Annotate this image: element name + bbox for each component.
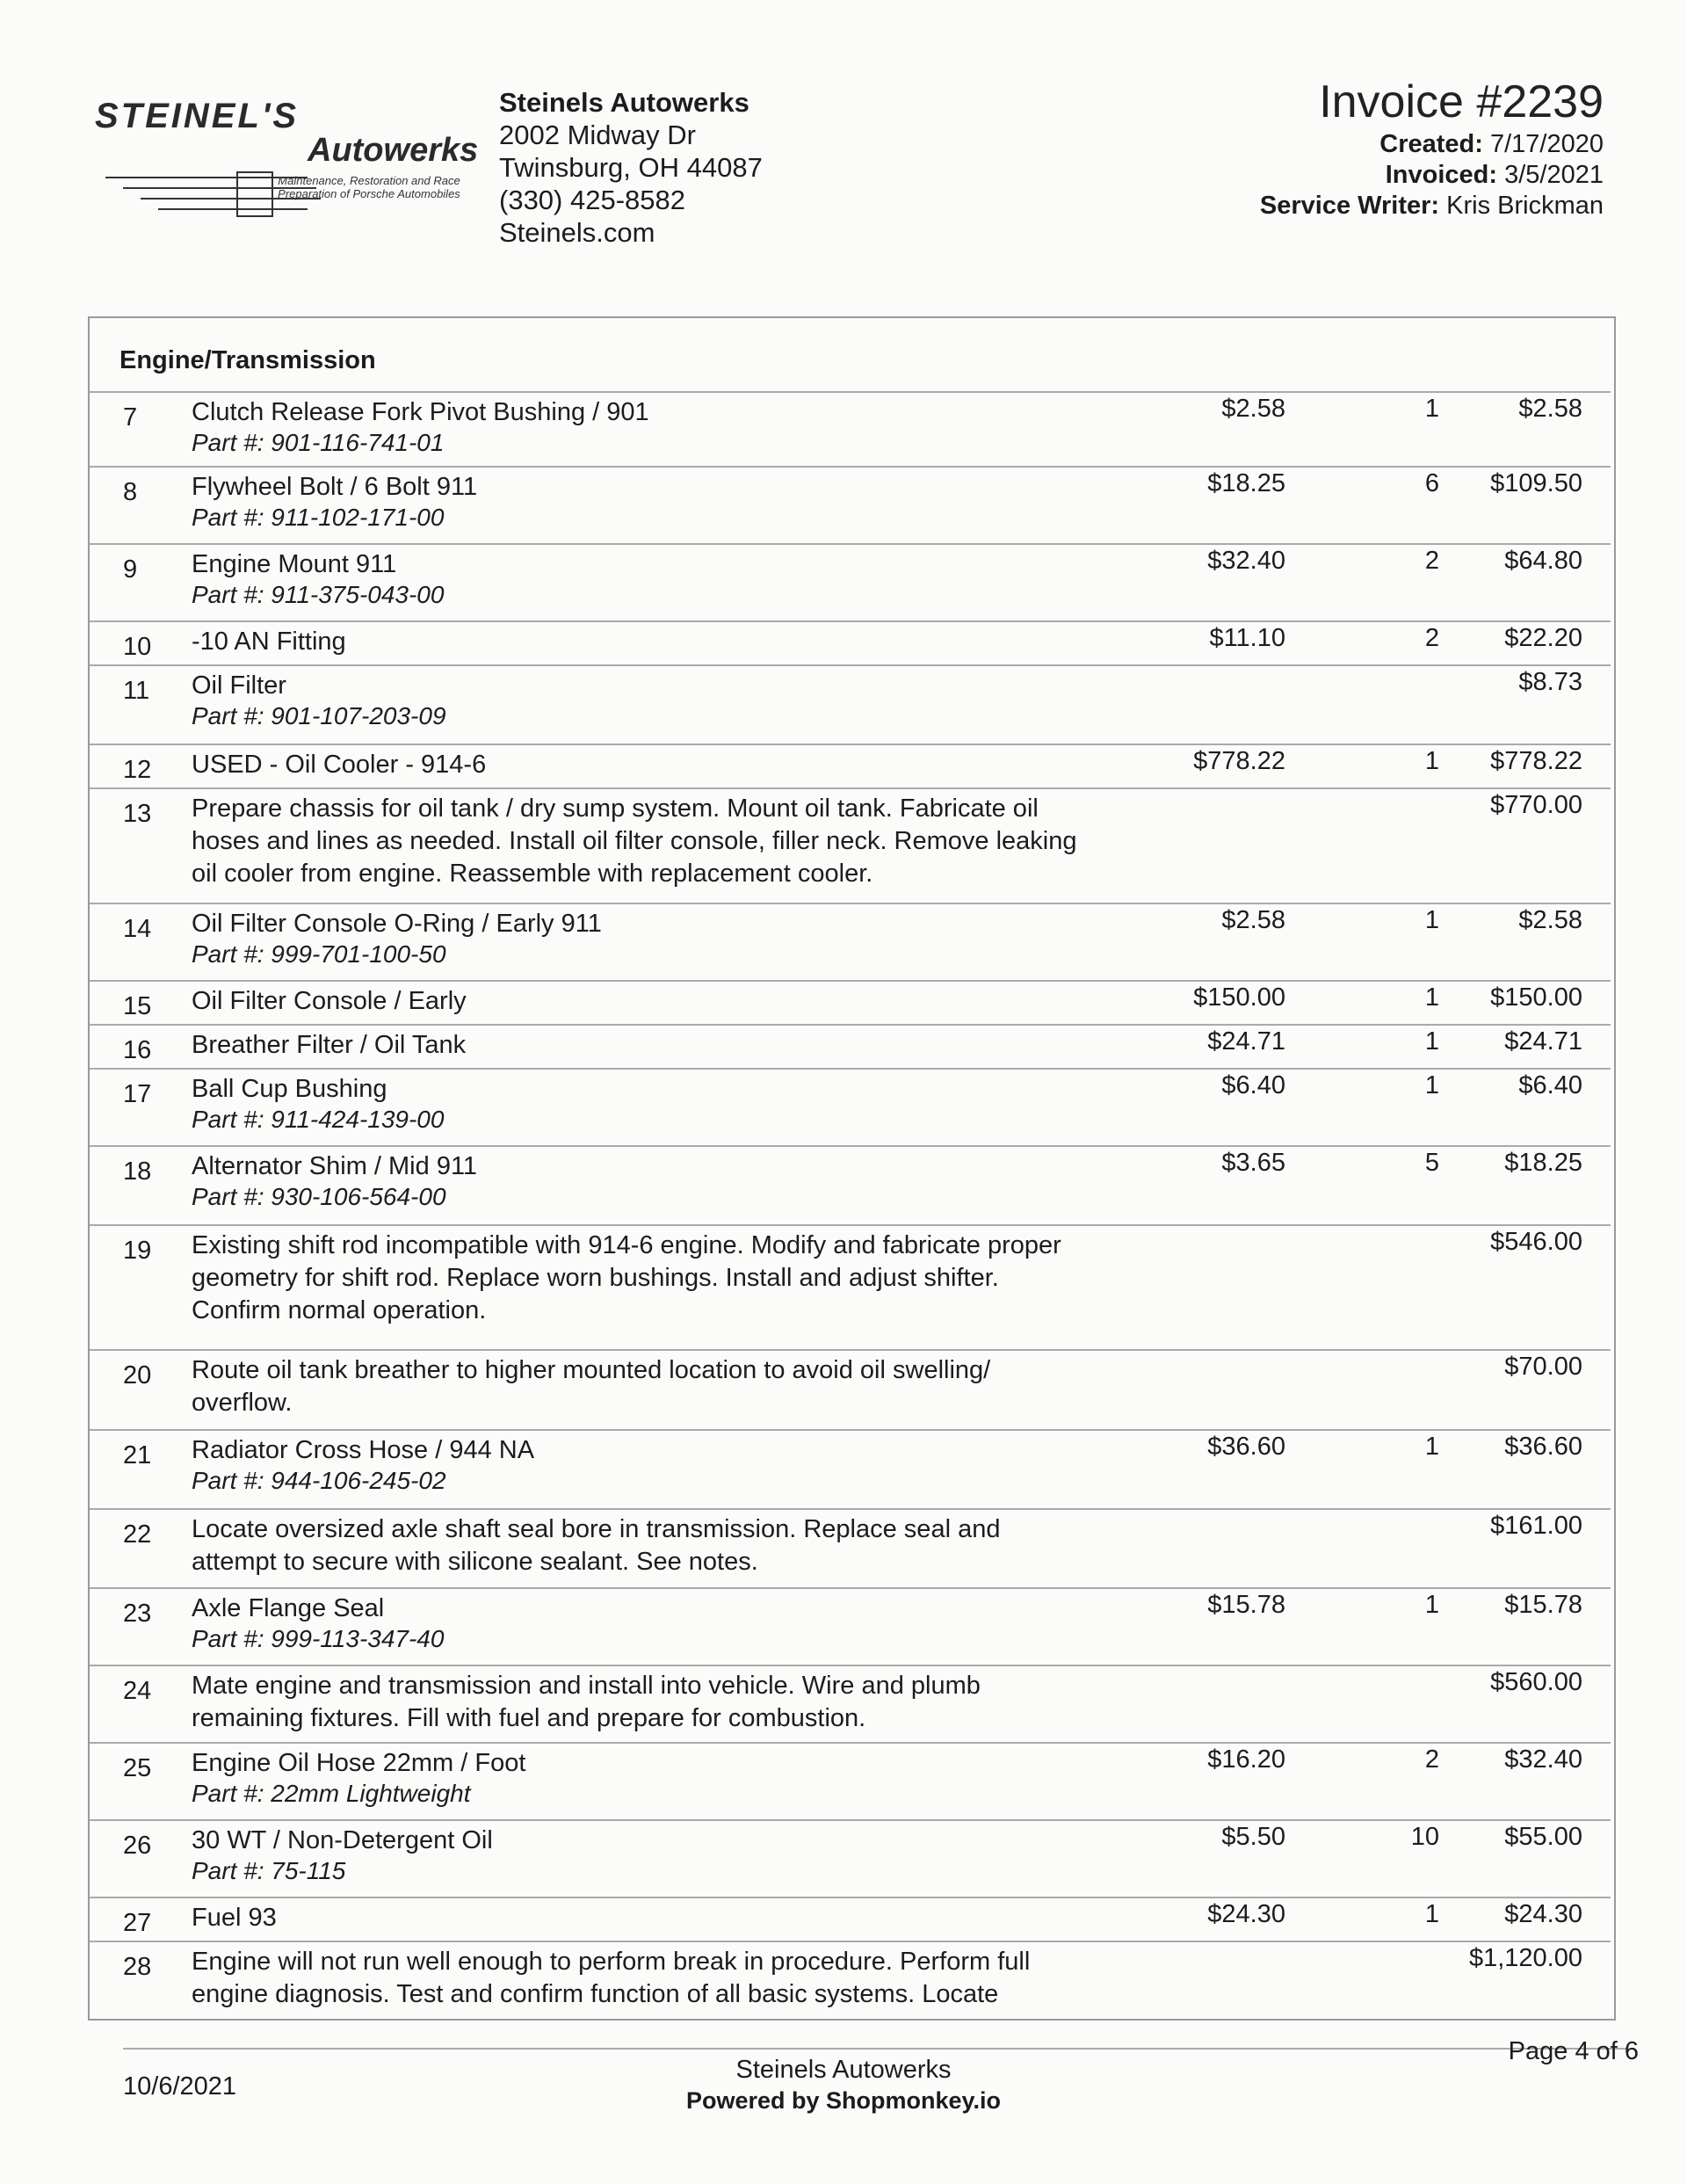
item-number: 23 — [123, 1600, 152, 1628]
table-row — [90, 1024, 1611, 1070]
item-quantity: 2 — [1424, 624, 1439, 652]
table-row — [90, 1897, 1611, 1942]
item-total: $64.80 — [1504, 547, 1582, 575]
item-part-number: Part #: 911-424-139-00 — [192, 1106, 445, 1133]
item-number: 7 — [123, 403, 138, 432]
item-quantity: 2 — [1424, 1745, 1439, 1774]
item-part-number: Part #: 999-113-347-40 — [192, 1625, 445, 1652]
item-unit-price: $16.20 — [1207, 1745, 1285, 1774]
item-quantity: 10 — [1410, 1823, 1439, 1851]
item-quantity: 1 — [1424, 1071, 1439, 1099]
shop-name: Steinels Autowerks — [499, 87, 749, 118]
table-row — [90, 1224, 1611, 1351]
item-number: 21 — [123, 1441, 152, 1469]
page-number: Page 4 of 6 — [1508, 2037, 1639, 2065]
item-number: 16 — [123, 1036, 152, 1064]
table-row — [90, 744, 1611, 789]
item-unit-price: $2.58 — [1221, 395, 1285, 423]
item-part-number: Part #: 901-116-741-01 — [192, 429, 445, 456]
item-quantity: 1 — [1424, 747, 1439, 775]
item-unit-price: $24.71 — [1207, 1027, 1285, 1056]
item-description — [192, 471, 1184, 504]
item-number: 11 — [123, 677, 150, 705]
item-number: 22 — [123, 1520, 152, 1549]
table-row — [90, 543, 1611, 622]
table-row — [90, 1941, 1611, 2019]
item-description-line: remaining fixtures. Fill with fuel and prepare for combustion. — [192, 1704, 866, 1732]
item-description — [192, 1354, 1184, 1419]
invoiced-date: 3/5/2021 — [1504, 161, 1604, 189]
logo-main-text: STEINEL'S — [95, 97, 300, 135]
item-description — [192, 548, 1184, 581]
item-part-number: Part #: 999-701-100-50 — [192, 940, 446, 968]
item-description-line: hoses and lines as needed. Install oil filter console, filler neck. Remove leaking — [192, 827, 1077, 855]
item-description-line: USED - Oil Cooler - 914-6 — [192, 751, 487, 779]
item-total: $161.00 — [1490, 1512, 1582, 1540]
item-total: $2.58 — [1518, 906, 1582, 934]
item-description — [192, 1825, 1184, 1857]
item-quantity: 1 — [1424, 1433, 1439, 1461]
item-quantity: 5 — [1424, 1149, 1439, 1177]
item-number: 12 — [123, 756, 152, 784]
table-row — [90, 664, 1611, 745]
footer-powered-by: Powered by Shopmonkey.io — [685, 2087, 1002, 2114]
item-description — [192, 1670, 1184, 1735]
item-description-line: Axle Flange Seal — [192, 1594, 385, 1622]
item-description-line: Oil Filter Console O-Ring / Early 911 — [192, 910, 602, 938]
table-row — [90, 391, 1611, 468]
writer-name: Kris Brickman — [1446, 192, 1604, 220]
item-quantity: 1 — [1424, 1027, 1439, 1056]
item-part-number: Part #: 901-107-203-09 — [192, 702, 446, 729]
item-number: 9 — [123, 555, 138, 584]
item-description-line: Breather Filter / Oil Tank — [192, 1031, 467, 1059]
item-total: $32.40 — [1504, 1745, 1582, 1774]
item-description — [192, 1029, 1184, 1062]
item-part-number: Part #: 22mm Lightweight — [192, 1780, 471, 1807]
item-part-number: Part #: 911-375-043-00 — [192, 581, 445, 608]
item-total: $109.50 — [1490, 469, 1582, 497]
writer-label: Service Writer: — [1259, 192, 1440, 220]
table-row — [90, 787, 1611, 904]
item-number: 26 — [123, 1832, 152, 1860]
item-description-line: Engine will not run well enough to perform break in procedure. Perform full — [192, 1948, 1031, 1976]
item-description-line: Route oil tank breather to higher mounted location to avoid oil swelling/ — [192, 1356, 991, 1384]
table-row — [90, 1508, 1611, 1589]
created-label: Created: — [1379, 130, 1483, 158]
logo-tagline: Maintenance, Restoration and Race Preparation of Porsche Automobiles — [278, 174, 460, 200]
item-quantity: 1 — [1424, 1591, 1439, 1619]
item-description — [192, 1946, 1184, 2011]
item-quantity: 6 — [1424, 469, 1439, 497]
item-description — [192, 670, 1184, 702]
table-row — [90, 620, 1611, 666]
item-total: $1,120.00 — [1468, 1944, 1582, 1972]
item-description-line: Existing shift rod incompatible with 914-6 engine. Modify and fabricate proper — [192, 1231, 1061, 1259]
item-unit-price: $18.25 — [1207, 469, 1285, 497]
shop-phone: (330) 425-8582 — [499, 185, 685, 215]
item-total: $70.00 — [1504, 1353, 1582, 1381]
shop-website: Steinels.com — [499, 217, 655, 248]
item-description-line: engine diagnosis. Test and confirm function of all basic systems. Locate — [192, 1980, 999, 2008]
item-number: 27 — [123, 1909, 152, 1937]
section-title: Engine/Transmission — [119, 346, 376, 374]
item-unit-price: $150.00 — [1193, 983, 1285, 1012]
item-description-line: Fuel 93 — [192, 1904, 277, 1932]
item-total: $560.00 — [1490, 1668, 1582, 1696]
item-description-line: Radiator Cross Hose / 944 NA — [192, 1436, 535, 1464]
item-number: 25 — [123, 1754, 152, 1782]
item-description-line: Flywheel Bolt / 6 Bolt 911 — [192, 473, 478, 501]
item-number: 15 — [123, 992, 152, 1020]
item-description-line: Mate engine and transmission and install into vehicle. Wire and plumb — [192, 1672, 981, 1700]
item-quantity: 1 — [1424, 906, 1439, 934]
item-description — [192, 1513, 1184, 1578]
shop-address-line1: 2002 Midway Dr — [499, 120, 696, 150]
table-row — [90, 1068, 1611, 1147]
item-description — [192, 749, 1184, 781]
item-unit-price: $15.78 — [1207, 1591, 1285, 1619]
item-number: 14 — [123, 915, 152, 943]
item-number: 19 — [123, 1237, 152, 1265]
item-number: 24 — [123, 1677, 152, 1705]
item-description — [192, 793, 1184, 890]
item-part-number: Part #: 75-115 — [192, 1857, 346, 1884]
footer-shop-name: Steinels Autowerks — [735, 2056, 952, 2084]
item-part-number: Part #: 911-102-171-00 — [192, 504, 445, 531]
writer-line — [1260, 191, 1604, 221]
footer-center — [0, 2055, 1687, 2116]
item-description — [192, 626, 1184, 658]
item-total: $770.00 — [1490, 791, 1582, 819]
item-description — [192, 396, 1184, 429]
item-description — [192, 1902, 1184, 1934]
invoice-header — [1260, 75, 1604, 221]
item-total: $55.00 — [1504, 1823, 1582, 1851]
table-row — [90, 1349, 1611, 1431]
item-unit-price: $2.58 — [1221, 906, 1285, 934]
item-total: $15.78 — [1504, 1591, 1582, 1619]
created-date: 7/17/2020 — [1489, 130, 1604, 158]
item-number: 13 — [123, 800, 152, 828]
item-unit-price: $6.40 — [1221, 1071, 1285, 1099]
shop-logo — [88, 97, 479, 220]
item-unit-price: $24.30 — [1207, 1900, 1285, 1928]
item-total: $22.20 — [1504, 624, 1582, 652]
item-description-line: Engine Mount 911 — [192, 550, 397, 578]
item-part-number: Part #: 944-106-245-02 — [192, 1467, 446, 1494]
item-total: $778.22 — [1490, 747, 1582, 775]
item-description-line: -10 AN Fitting — [192, 628, 346, 656]
item-total: $18.25 — [1504, 1149, 1582, 1177]
item-description — [192, 1593, 1184, 1625]
item-description-line: Clutch Release Fork Pivot Bushing / 901 — [192, 398, 649, 426]
invoice-title: Invoice #2239 — [1319, 76, 1604, 127]
item-total: $2.58 — [1518, 395, 1582, 423]
table-row — [90, 1145, 1611, 1226]
item-description-line: geometry for shift rod. Replace worn bushings. Install and adjust shifter. — [192, 1264, 999, 1292]
table-row — [90, 1429, 1611, 1510]
item-description-line: Prepare chassis for oil tank / dry sump system. Mount oil tank. Fabricate oil — [192, 795, 1039, 823]
item-quantity: 1 — [1424, 1900, 1439, 1928]
table-row — [90, 1587, 1611, 1666]
item-total: $8.73 — [1518, 668, 1582, 696]
item-unit-price: $3.65 — [1221, 1149, 1285, 1177]
item-description-line: Ball Cup Bushing — [192, 1075, 387, 1103]
table-row — [90, 980, 1611, 1026]
logo-sub-text: Autowerks — [308, 132, 479, 169]
invoiced-line — [1260, 160, 1604, 191]
footer-divider — [123, 2048, 1634, 2050]
item-total: $150.00 — [1490, 983, 1582, 1012]
invoiced-label: Invoiced: — [1385, 161, 1498, 189]
item-unit-price: $778.22 — [1193, 747, 1285, 775]
item-number: 17 — [123, 1080, 152, 1108]
item-description-line: attempt to secure with silicone sealant. See notes. — [192, 1548, 758, 1576]
item-description-line: Oil Filter — [192, 671, 286, 700]
item-description — [192, 1150, 1184, 1183]
item-unit-price: $32.40 — [1207, 547, 1285, 575]
item-total: $36.60 — [1504, 1433, 1582, 1461]
item-description-line: Locate oversized axle shaft seal bore in transmission. Replace seal and — [192, 1515, 1001, 1543]
table-row — [90, 903, 1611, 982]
item-unit-price: $11.10 — [1209, 624, 1285, 652]
item-description-line: Confirm normal operation. — [192, 1296, 487, 1324]
item-description-line: oil cooler from engine. Reassemble with replacement cooler. — [192, 860, 873, 888]
item-total: $24.30 — [1504, 1900, 1582, 1928]
item-description-line: 30 WT / Non-Detergent Oil — [192, 1826, 493, 1854]
table-row — [90, 1742, 1611, 1821]
footer-date: 10/6/2021 — [123, 2072, 237, 2101]
table-row — [90, 1819, 1611, 1898]
item-total: $546.00 — [1490, 1228, 1582, 1256]
shop-address-line2: Twinsburg, OH 44087 — [499, 152, 763, 183]
table-row — [90, 466, 1611, 545]
created-line — [1260, 129, 1604, 160]
item-description — [192, 1073, 1184, 1106]
item-quantity: 2 — [1424, 547, 1439, 575]
item-description-line: Oil Filter Console / Early — [192, 987, 467, 1015]
shop-info — [499, 86, 763, 249]
item-quantity: 1 — [1424, 983, 1439, 1012]
item-description-line: Alternator Shim / Mid 911 — [192, 1152, 478, 1180]
item-number: 20 — [123, 1361, 152, 1389]
item-description — [192, 985, 1184, 1018]
item-total: $6.40 — [1518, 1071, 1582, 1099]
item-description-line: Engine Oil Hose 22mm / Foot — [192, 1749, 526, 1777]
item-part-number: Part #: 930-106-564-00 — [192, 1183, 446, 1210]
item-description — [192, 1434, 1184, 1467]
item-description-line: overflow. — [192, 1389, 293, 1417]
item-number: 8 — [123, 478, 138, 506]
item-unit-price: $5.50 — [1221, 1823, 1285, 1851]
item-number: 28 — [123, 1953, 152, 1981]
item-description — [192, 1747, 1184, 1780]
table-row — [90, 1665, 1611, 1744]
item-description — [192, 908, 1184, 940]
item-description — [192, 1230, 1184, 1327]
item-number: 18 — [123, 1157, 152, 1186]
item-number: 10 — [123, 633, 152, 661]
item-unit-price: $36.60 — [1207, 1433, 1285, 1461]
item-total: $24.71 — [1504, 1027, 1582, 1056]
item-quantity: 1 — [1424, 395, 1439, 423]
